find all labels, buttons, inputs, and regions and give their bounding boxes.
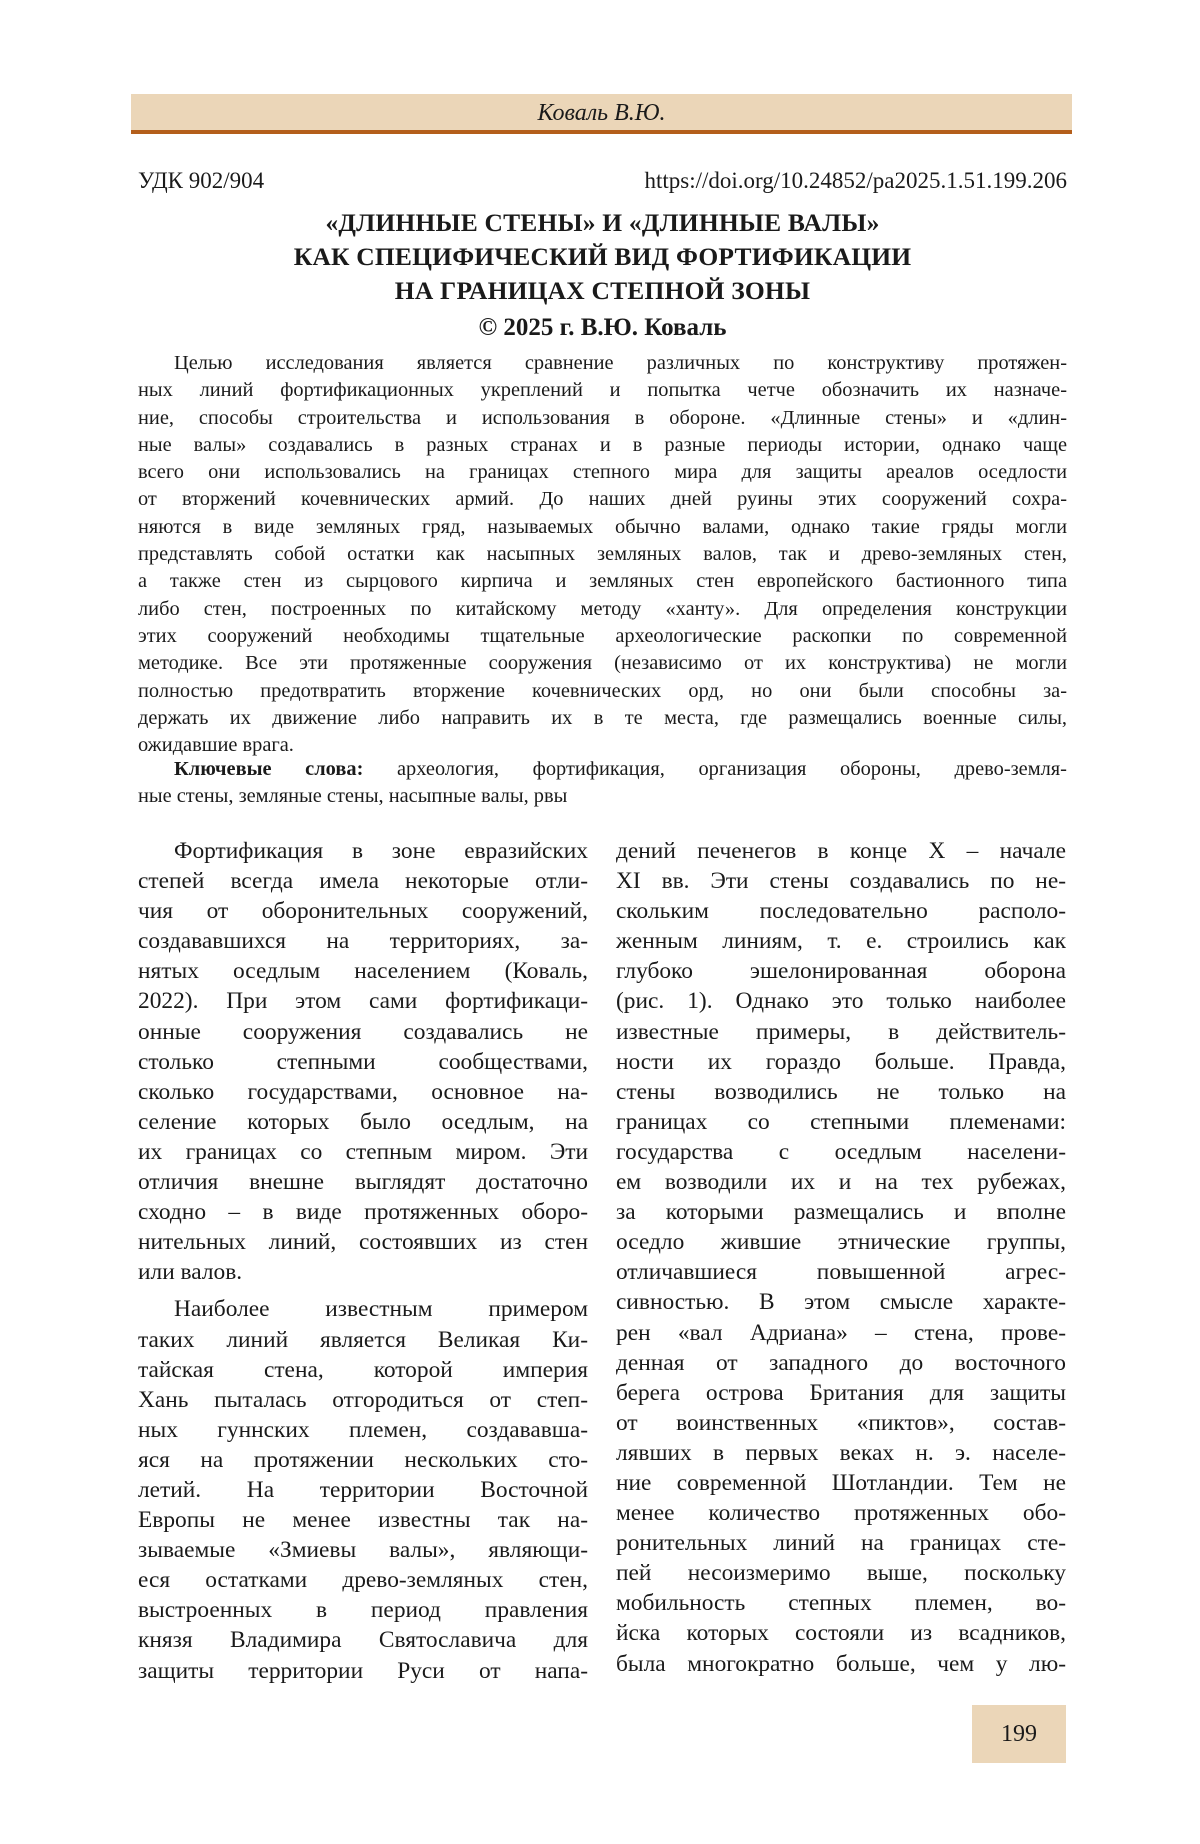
text-line: мобильность степных племен, во- — [616, 1590, 1066, 1617]
text-line: ем возводили их и на тех рубежах, — [616, 1169, 1066, 1196]
text-line: лявших в первых веках н. э. населе- — [616, 1439, 1066, 1466]
abstract-line: а также стен из сырцового кирпича и земляных стен европейского бастионного типа — [138, 570, 1067, 593]
keywords-line: ные стены, земляные стены, насыпные валы, рвы — [138, 785, 568, 808]
text-line: создававшихся на территориях, за- — [138, 928, 588, 955]
text-line: онные сооружения создавались не — [138, 1018, 588, 1045]
abstract-line: ожидавшие врага. — [138, 734, 294, 757]
text-line: чия от оборонительных сооружений, — [138, 898, 588, 925]
text-line: таких линий является Великая Ки- — [138, 1326, 588, 1353]
text-line: за которыми размещались и вполне — [616, 1199, 1066, 1226]
text-line: зываемые «Змиевы валы», являющи- — [138, 1537, 588, 1564]
keywords-label: Ключевые слова: — [174, 758, 364, 780]
article-title — [138, 206, 1067, 308]
running-title: Коваль В.Ю. — [537, 100, 666, 126]
text-line: или валов. — [138, 1259, 243, 1286]
text-line: ние современной Шотландии. Тем не — [616, 1469, 1066, 1496]
title-line: «ДЛИННЫЕ СТЕНЫ» И «ДЛИННЫЕ ВАЛЫ» — [325, 208, 880, 237]
text-line: границах со степными племенами: — [616, 1108, 1066, 1135]
udk-code: УДК 902/904 — [138, 168, 265, 193]
text-line: сходно – в виде протяженных оборо- — [138, 1199, 588, 1226]
text-line: их границах со степным миром. Эти — [138, 1138, 588, 1165]
text-line: XI вв. Эти стены создавались по не- — [616, 868, 1066, 895]
text-line: селение которых было оседлым, на — [138, 1108, 588, 1135]
text-line: яся на протяжении нескольких сто- — [138, 1446, 588, 1473]
text-line: известные примеры, в действитель- — [616, 1018, 1066, 1045]
paragraph — [138, 1294, 588, 1685]
text-line: была многократно больше, чем у лю- — [616, 1650, 1066, 1677]
text-line: берега острова Британия для защиты — [616, 1379, 1066, 1406]
abstract-line: ные валы» создавались в разных странах и в разные периоды истории, однако чаще — [138, 433, 1067, 456]
text-line: скольким последовательно располо- — [616, 898, 1066, 925]
text-line: еся остатками древо-земляных стен, — [138, 1567, 588, 1594]
abstract — [138, 350, 1067, 759]
text-line: государства с оседлым населени- — [616, 1138, 1066, 1165]
text-line: Европы не менее известны так на- — [138, 1507, 588, 1534]
article-meta — [138, 168, 1067, 194]
text-line: Наиболее известным примером — [174, 1296, 588, 1323]
running-header — [131, 94, 1072, 134]
text-line: рен «вал Адриана» – стена, прове- — [616, 1319, 1066, 1346]
abstract-line: держать их движение либо направить их в те места, где размещались военные силы, — [138, 706, 1067, 729]
abstract-line: ние, способы строительства и использования в обороне. «Длинные стены» и «длин- — [138, 406, 1067, 429]
text-line: Фортификация в зоне евразийских — [174, 838, 588, 864]
text-line: ных гуннских племен, создававша- — [138, 1416, 588, 1443]
text-line: йска которых состояли из всадников, — [616, 1620, 1066, 1647]
text-line: дений печенегов в конце X – начале — [616, 838, 1066, 864]
author-copyright: © 2025 г. В.Ю. Коваль — [478, 314, 727, 341]
abstract-line: всего они использовались на границах степного мира для защиты ареалов оседлости — [138, 461, 1067, 484]
text-line: Хань пыталась отгородиться от степ- — [138, 1386, 588, 1413]
page-number: 199 — [972, 1705, 1066, 1763]
text-line: нятых оседлым населением (Коваль, — [138, 958, 588, 985]
text-line: женным линиям, т. е. строились как — [616, 928, 1066, 955]
abstract-line: либо стен, построенных по китайскому методу «ханту». Для определения конструкции — [138, 597, 1067, 620]
keywords — [138, 756, 1067, 811]
text-line: (рис. 1). Однако это только наиболее — [616, 988, 1066, 1015]
text-line: летий. На территории Восточной — [138, 1476, 588, 1503]
text-line: ности их гораздо больше. Правда, — [616, 1048, 1066, 1075]
text-line: защиты территории Руси от напа- — [138, 1657, 588, 1684]
text-line: 2022). При этом сами фортификаци- — [138, 988, 588, 1015]
paragraph — [138, 836, 588, 1287]
text-line: отличия внешне выглядят достаточно — [138, 1169, 588, 1196]
text-line: пей несоизмеримо выше, поскольку — [616, 1560, 1066, 1587]
abstract-line: методике. Все эти протяженные сооружения (независимо от их конструктива) не могли — [138, 652, 1067, 675]
abstract-line: полностью предотвратить вторжение кочевнических орд, но они были способны за- — [138, 679, 1067, 702]
abstract-line: представлять собой остатки как насыпных земляных валов, так и древо-земляных стен, — [138, 543, 1067, 566]
keywords-line — [138, 756, 1067, 783]
abstract-line: ных линий фортификационных укреплений и попытка четче обозначить их назначе- — [138, 379, 1067, 402]
text-line: менее количество протяженных обо- — [616, 1500, 1066, 1527]
abstract-line: от вторжений кочевнических армий. До наших дней руины этих сооружений сохра- — [138, 488, 1067, 511]
text-line: нительных линий, состоявших из стен — [138, 1229, 588, 1256]
title-line: КАК СПЕЦИФИЧЕСКИЙ ВИД ФОРТИФИКАЦИИ — [293, 242, 912, 271]
doi-link[interactable]: https://doi.org/10.24852/pa2025.1.51.199.206 — [644, 168, 1067, 193]
text-line: оседло жившие этнические группы, — [616, 1229, 1066, 1256]
text-line: денная от западного до восточного — [616, 1349, 1066, 1376]
text-line: степей всегда имела некоторые отли- — [138, 868, 588, 895]
text-line: глубоко эшелонированная оборона — [616, 958, 1066, 985]
text-line: от воинственных «пиктов», состав- — [616, 1409, 1066, 1436]
abstract-line: Целью исследования является сравнение различных по конструктиву протяжен- — [174, 352, 1067, 374]
text-line: столько степными сообществами, — [138, 1048, 588, 1075]
text-line: сколько государствами, основное на- — [138, 1078, 588, 1105]
body-column-right — [616, 836, 1066, 1679]
abstract-line: этих сооружений необходимы тщательные археологические раскопки по современной — [138, 624, 1067, 647]
text-line: сивностью. В этом смысле характе- — [616, 1289, 1066, 1316]
text-line: стены возводились не только на — [616, 1078, 1066, 1105]
text-line: выстроенных в период правления — [138, 1597, 588, 1624]
text-line: отличавшиеся повышенной агрес- — [616, 1259, 1066, 1286]
title-line: НА ГРАНИЦАХ СТЕПНОЙ ЗОНЫ — [394, 276, 811, 305]
abstract-line: няются в виде земляных гряд, называемых обычно валами, однако такие гряды могли — [138, 515, 1067, 538]
text-line: тайская стена, которой империя — [138, 1356, 588, 1383]
text-line: князя Владимира Святославича для — [138, 1627, 588, 1654]
keywords-text: археология, фортификация, организация обороны, древо-земля- — [363, 758, 1067, 780]
text-line: ронительных линий на границах сте- — [616, 1530, 1066, 1557]
body-column-left — [138, 836, 588, 1686]
